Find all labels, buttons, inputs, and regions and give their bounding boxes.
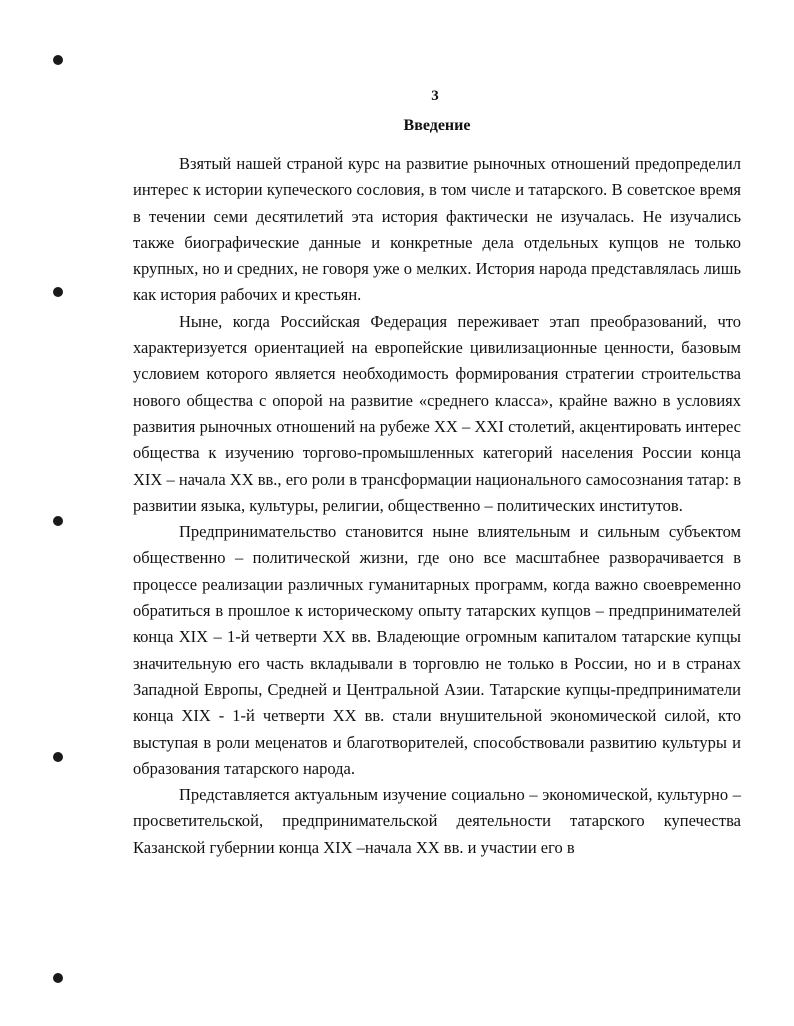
page-number: 3 (431, 88, 439, 104)
section-heading: Введение (403, 117, 471, 134)
paragraph: Ныне, когда Российская Федерация переживает этап преобразований, что характеризуется ориентацией на европейские цивилизационные ценности, базовым условием которого является необходимость формирования стратегии строительства нового общества с опорой на развитие «среднего класса», крайне важно в условиях развития рыночных отношений на рубеже XX – XXI столетий, акцентировать интерес общества к изучению торгово-промышленных категорий населения России конца XIX – начала XX вв., его роли в трансформации национального самосознания татар: в развитии языка, культуры, религии, общественно – политических институтов. (133, 311, 741, 515)
binder-hole-icon (53, 516, 63, 526)
paragraph: Представляется актуальным изучение социально – экономической, культурно – просветительской, предпринимательской деятельности татарского купечества Казанской губернии конца XIX –начала XX вв. и участии его в (133, 785, 741, 857)
paragraph: Взятый нашей страной курс на развитие рыночных отношений предопределил интерес к истории купеческого сословия, в том числе и татарского. В советское время в течении семи десятилетий эта история фактически не изучалась. Не изучались также биографические данные и конкретные дела отдельных купцов не только крупных, но и средних, не говоря уже о мелких. История народа представлялась лишь как история рабочих и крестьян. (133, 154, 741, 305)
binder-hole-icon (53, 55, 63, 65)
paragraph: Предпринимательство становится ныне влиятельным и сильным субъектом общественно – политической жизни, где оно все масштабнее разворачивается в процессе реализации различных гуманитарных программ, когда важно своевременно обратиться в прошлое к историческому опыту татарских купцов – предпринимателей конца XIX – 1-й четверти XX вв. Владеющие огромным капиталом татарские купцы значительную его часть вкладывали в торговлю не только в России, но и в странах Западной Европы, Средней и Центральной Азии. Татарские купцы-предприниматели конца XIX - 1-й четверти XX вв. стали внушительной экономической силой, кто выступая в роли меценатов и благотворителей, способствовали развитию культуры и образования татарского народа. (133, 522, 741, 778)
body-text (133, 151, 741, 861)
binder-hole-icon (53, 973, 63, 983)
binder-hole-icon (53, 287, 63, 297)
binder-hole-icon (53, 752, 63, 762)
